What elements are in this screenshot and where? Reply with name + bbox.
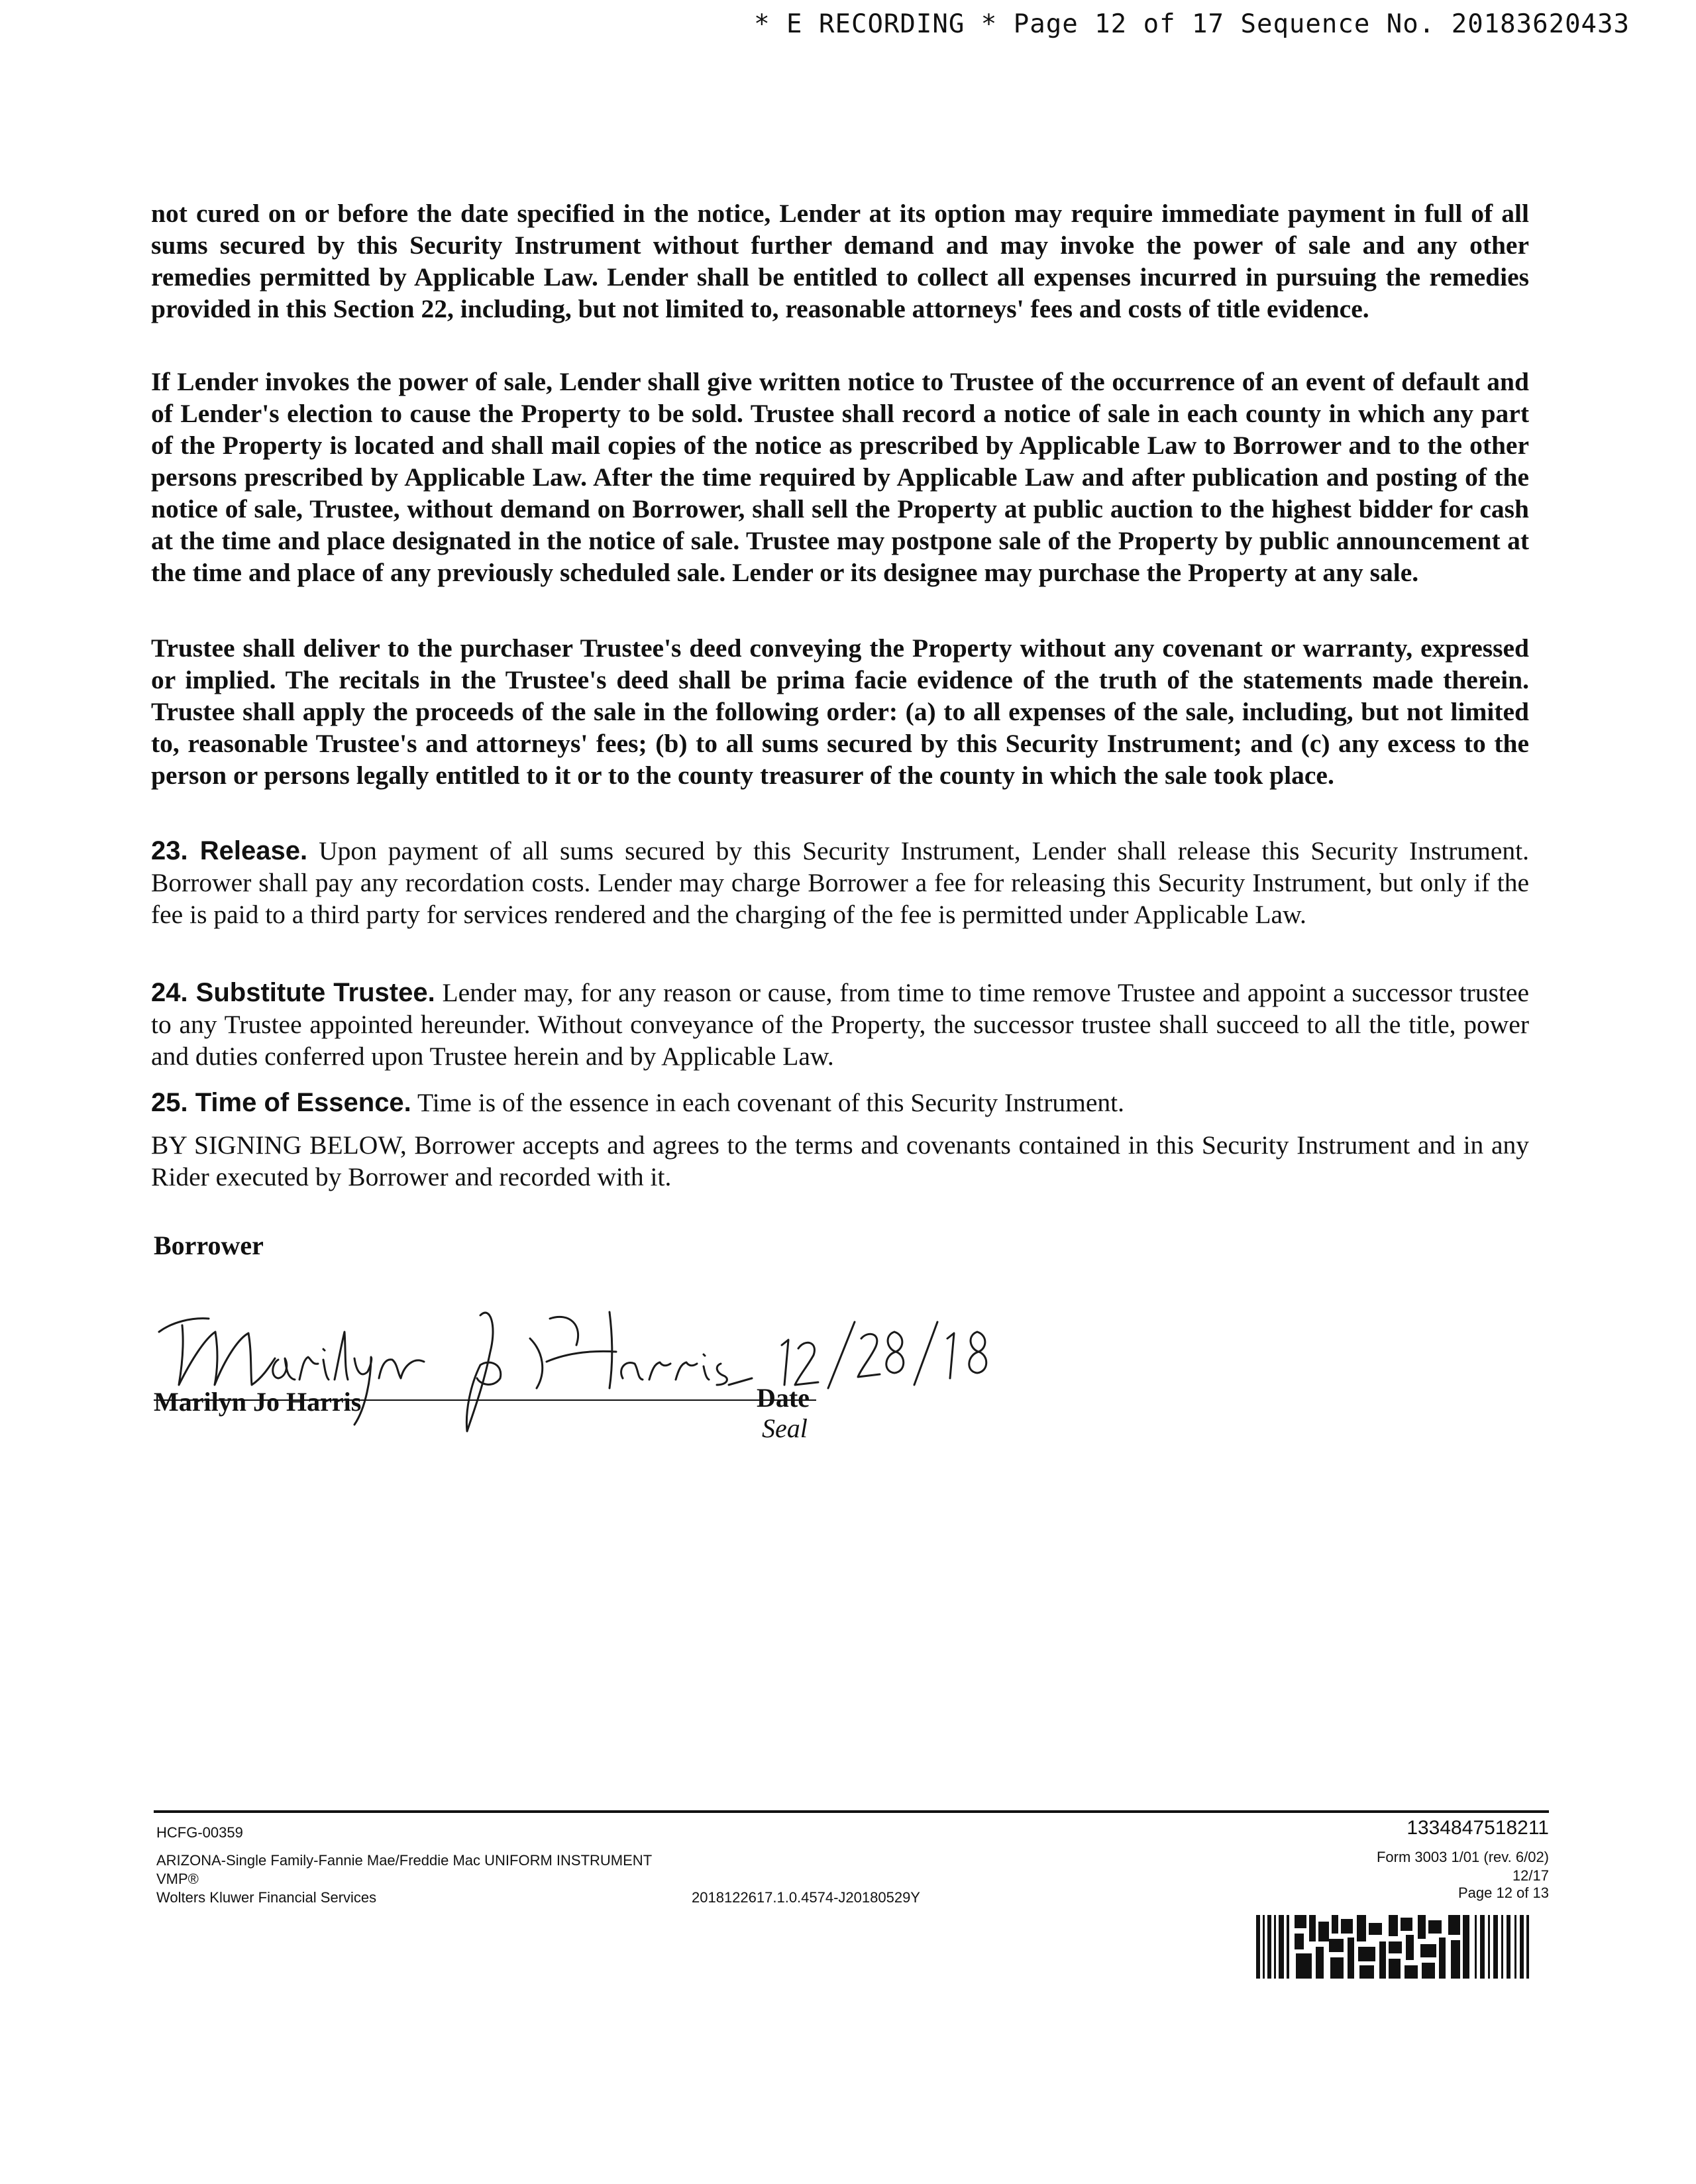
section-23-release	[151, 835, 1529, 930]
paragraph-remedies: not cured on or before the date specified in the notice, Lender at its option may require immediate payment in full of all sums secured by this Security Instrument without further demand and may invoke the power of sale and any other remedies permitted by Applicable Law. Lender shall be entitled to collect all expenses incurred in pursuing the remedies provided in this Section 22, including, but not limited to, reasonable attorneys' fees and costs of title evidence.	[151, 199, 1529, 323]
footer-instrument: ARIZONA-Single Family-Fannie Mae/Freddie Mac UNIFORM INSTRUMENT	[156, 1852, 653, 1869]
footer-vmp: VMP®	[156, 1871, 199, 1887]
footer-page: Page 12 of 13	[1458, 1884, 1549, 1901]
date-label: Date	[757, 1383, 810, 1413]
footer-loan-number: 1334847518211	[1406, 1817, 1549, 1839]
section-25-text: Time is of the essence in each covenant of this Security Instrument.	[417, 1088, 1124, 1117]
recording-header: * E RECORDING * Page 12 of 17 Sequence No. 20183620433	[754, 9, 1630, 39]
footer-doc-id: 2018122617.1.0.4574-J20180529Y	[692, 1889, 920, 1906]
section-25-title: 25. Time of Essence.	[151, 1088, 411, 1117]
footer-form: Form 3003 1/01 (rev. 6/02)	[1376, 1849, 1549, 1865]
section-24-substitute-trustee	[151, 977, 1529, 1072]
footer-rule	[154, 1810, 1549, 1813]
section-23-title: 23. Release.	[151, 836, 308, 865]
paragraph-trustee-deed: Trustee shall deliver to the purchaser Trustee's deed conveying the Property without any covenant or warranty, expressed or implied. The recitals in the Trustee's deed shall be prima facie evidence of the truth of the statements made therein. Trustee shall apply the proceeds of the sale in the following order: (a) to all expenses of the sale, including, but not limited to, reasonable Trustee's and attorneys' fees; (b) to all sums secured by this Security Instrument; and (c) any excess to the person or persons legally entitled to it or to the county treasurer of the county in which the sale took place.	[151, 633, 1529, 790]
section-23-text: Upon payment of all sums secured by this Security Instrument, Lender shall release this Security Instrument. Borrower shall pay any recordation costs. Lender may charge Borrower a fee for releasing this Security Instrument, but only if the fee is paid to a third party for services rendered and the charging of the fee is permitted under Applicable Law.	[151, 836, 1530, 929]
handwritten-signature	[146, 1285, 1007, 1451]
signing-statement: BY SIGNING BELOW, Borrower accepts and agrees to the terms and covenants contained in this Security Instrument and in any Rider executed by Borrower and recorded with it.	[151, 1130, 1529, 1191]
footer-code: HCFG-00359	[156, 1824, 243, 1841]
footer-company: Wolters Kluwer Financial Services	[156, 1889, 377, 1906]
paragraph-power-of-sale: If Lender invokes the power of sale, Lender shall give written notice to Trustee of the occurrence of an event of default and of Lender's election to cause the Property to be sold. Trustee shall record a notice of sale in each county in which any part of the Property is located and shall mail copies of the notice as prescribed by Applicable Law to Borrower and to the other persons prescribed by Applicable Law. After the time required by Applicable Law and after publication and posting of the notice of sale, Trustee, without demand on Borrower, shall sell the Property at public auction to the highest bidder for cash at the time and place designated in the notice of sale. Trustee may postpone sale of the Property by public announcement at the time and place of any previously scheduled sale. Lender or its designee may purchase the Property at any sale.	[151, 367, 1529, 587]
section-24-text: Lender may, for any reason or cause, from time to time remove Trustee and appoint a successor trustee to any Trustee appointed hereunder. Without conveyance of the Property, the successor trustee shall succeed to all the title, power and duties conferred upon Trustee herein and by Applicable Law.	[151, 978, 1529, 1071]
section-24-title: 24. Substitute Trustee.	[151, 978, 435, 1007]
signer-name: Marilyn Jo Harris	[154, 1387, 362, 1417]
section-25-time-of-essence	[151, 1087, 1529, 1119]
seal-label: Seal	[762, 1413, 808, 1443]
borrower-heading: Borrower	[154, 1230, 264, 1260]
footer-rev-date: 12/17	[1512, 1867, 1549, 1884]
barcode-icon	[1256, 1915, 1530, 1979]
